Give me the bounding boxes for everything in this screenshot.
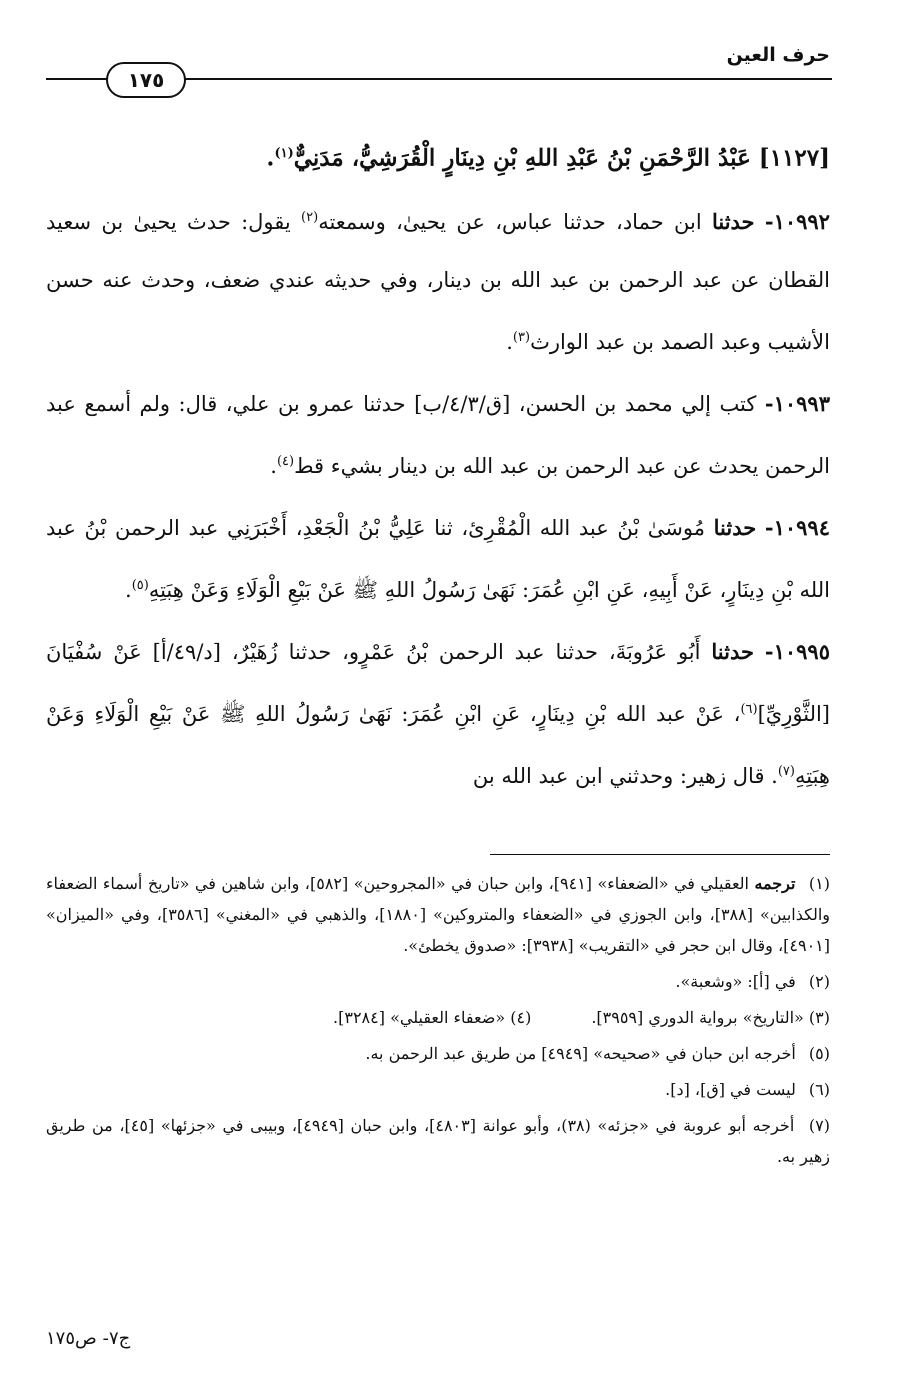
footnote-ref: (٢)	[301, 209, 319, 225]
footnote	[46, 966, 830, 997]
footnote-text: «ضعفاء العقيلي» [٣٢٨٤].	[333, 1008, 506, 1027]
footnote	[333, 1002, 531, 1033]
footnote-ref: (٧)	[777, 763, 795, 779]
entry-heading-end: .	[266, 144, 275, 172]
hadith-text-continued: ، عَنْ عبد الله بْنِ دِينَارٍ، عَنِ ابْنِ عُمَرَ: نَهَىٰ رَسُولُ اللهِ ﷺ عَنْ بَيْعِ الْوَلَاءِ وَعَنْ هِبَتِهِ	[46, 701, 830, 788]
hadith-text-continued: يقول: حدث يحيىٰ بن سعيد القطان عن عبد الرحمن بن عبد الله بن دينار، وفي حديثه عندي ضعف، وحدث عنه حسن الأشيب وعبد الصمد بن عبد الوارث	[46, 209, 830, 354]
entry-heading-text: [١١٢٧] عَبْدُ الرَّحْمَنِ بْنُ عَبْدِ اللهِ بْنِ دِينَارٍ الْقُرَشِيُّ، مَدَنِيٌّ	[293, 144, 830, 172]
hadith-keyword: حدثنا	[711, 208, 755, 234]
footnote-text: أخرجه ابن حبان في «صحيحه» [٤٩٤٩] من طريق عبد الرحمن به.	[365, 1044, 796, 1063]
chapter-title: حرف العين	[726, 44, 830, 66]
footnote-number: (٣)	[808, 1008, 830, 1027]
footnote-ref: (٥)	[131, 577, 149, 593]
volume-page-reference: ج٧- ص١٧٥	[46, 1328, 131, 1349]
hadith-text: ابن حماد، حدثنا عباس، عن يحيىٰ، وسمعته	[318, 209, 702, 234]
footnote-number: (٧)	[808, 1116, 831, 1135]
hadith-keyword: حدثنا	[711, 638, 754, 664]
footnote-text: العقيلي في «الضعفاء» [٩٤١]، وابن حبان في «المجروحين» [٥٨٢]، وابن شاهين في «تاريخ أسماء الضعفاء والكذابين» [٣٨٨]، وابن الجوزي في «الضعفاء والمتروكين» [١٨٨٠]، والذهبي في «المغني» [٣٥٨٦]، وفي «الميزان» [٤٩٠١]، وقال ابن حجر في «التقريب» [٣٩٣٨]: «صدوق يخطئ».	[46, 874, 830, 955]
footnote-text: في [أ]: «وشعبة».	[675, 972, 796, 991]
footnote	[46, 1038, 830, 1069]
hadith-number: ١٠٩٩٢-	[764, 208, 830, 234]
hadith-paragraph	[46, 375, 830, 495]
hadith-text: مُوسَىٰ بْنُ عبد الله الْمُقْرِئ، ثنا عَلِيُّ بْنُ الْجَعْدِ، أَخْبَرَنِي عبد الرحمن بْنُ عبد الله بْنِ دِينَارٍ، عَنْ أَبِيهِ، عَنِ ابْنِ عُمَرَ: نَهَىٰ رَسُولُ اللهِ ﷺ عَنْ بَيْعِ الْوَلَاءِ وَعَنْ هِبَتِهِ	[46, 515, 830, 602]
footnote-lead: ترجمه	[754, 874, 796, 893]
footnote	[46, 868, 830, 961]
footnote	[591, 1002, 830, 1033]
footnote	[46, 1110, 830, 1172]
hadith-number: ١٠٩٩٥-	[764, 638, 830, 664]
footnote-number: (١)	[808, 874, 831, 893]
hadith-number: ١٠٩٩٣-	[764, 390, 830, 416]
footnote-number: (٥)	[808, 1044, 830, 1063]
hadith-keyword: حدثنا	[713, 514, 757, 540]
hadith-end: .	[125, 577, 132, 602]
hadith-end: .	[270, 453, 277, 478]
hadith-end: .	[506, 329, 513, 354]
footnote-number: (٦)	[808, 1080, 830, 1099]
hadith-paragraph	[46, 499, 830, 619]
footnote-divider	[490, 854, 830, 855]
main-text	[46, 128, 830, 809]
hadith-text: كتب إلي محمد بن الحسن، [ق/٤/٣/ب] حدثنا عمرو بن علي، قال: ولم أسمع عبد الرحمن يحدث عن عبد الرحمن بن عبد الله بن دينار بشيء قط	[46, 391, 830, 478]
hadith-text: أَبُو عَرُوبَةَ، حدثنا عبد الرحمن بْنُ عَمْرٍو، حدثنا زُهَيْرٌ، [د/٤٩/أ] عَنْ سُفْيَانَ [الثَّوْرِيِّ]	[46, 639, 830, 726]
page-number: ١٧٥	[106, 62, 186, 98]
footnotes	[46, 868, 830, 1177]
footnote-text: ليست في [ق]، [د].	[665, 1080, 796, 1099]
footnote-text: «التاريخ» برواية الدوري [٣٩٥٩].	[591, 1008, 804, 1027]
hadith-paragraph	[46, 189, 830, 371]
hadith-end: . قال زهير: وحدثني ابن عبد الله بن	[472, 763, 778, 788]
footnote-number: (٤)	[510, 1008, 532, 1027]
footnote-row	[46, 1002, 830, 1033]
entry-heading	[46, 128, 830, 185]
footnote	[46, 1074, 830, 1105]
footnote-text: أخرجه أبو عروبة في «جزئه» (٣٨)، وأبو عوانة [٤٨٠٣]، وابن حبان [٤٩٤٩]، وبيبى في «جزئها» [٤٥]، من طريق زهير به.	[46, 1116, 830, 1166]
footnote-ref: (٤)	[276, 453, 295, 469]
hadith-number: ١٠٩٩٤-	[764, 514, 830, 540]
footnote-number: (٢)	[808, 972, 830, 991]
footnote-ref: (٦)	[740, 701, 758, 717]
footnote-ref: (٣)	[512, 329, 531, 345]
footnote-ref: (١)	[274, 146, 294, 161]
hadith-paragraph	[46, 623, 830, 805]
